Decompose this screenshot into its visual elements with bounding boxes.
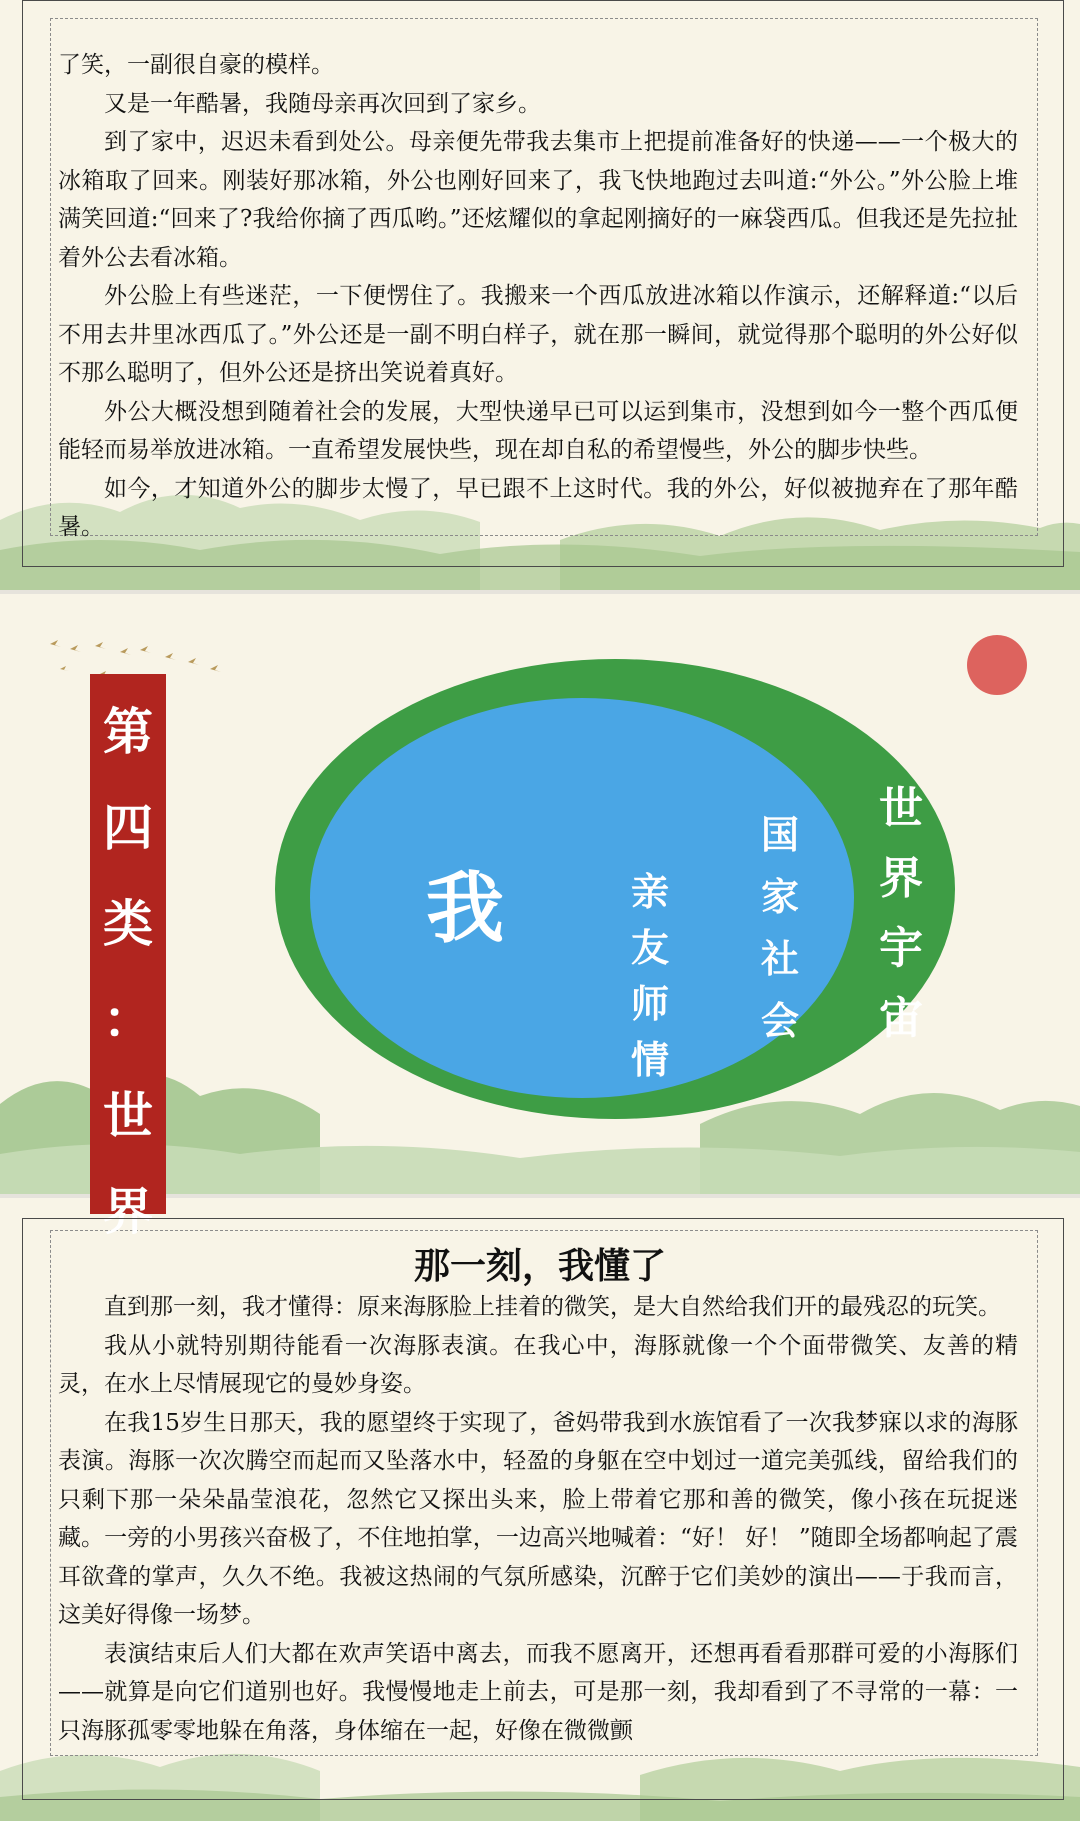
label-char: 界 <box>879 853 923 904</box>
label-char: 会 <box>760 999 799 1043</box>
banner-char: 类 <box>103 895 153 953</box>
label-char: 亲 <box>630 870 669 914</box>
label-char: 友 <box>630 926 669 970</box>
paragraph: 又是一年酷暑，我随母亲再次回到了家乡。 <box>104 90 541 117</box>
family-friends-label <box>625 864 675 1088</box>
banner-char: 世 <box>103 1087 153 1145</box>
label-char: 宇 <box>879 923 923 974</box>
label-char: 师 <box>630 982 669 1026</box>
paragraph: 外公大概没想到随着社会的发展，大型快递早已可以运到集市，没想到如今一整个西瓜便能轻而易举放进冰箱。一直希望发展快些，现在却自私的希望慢些，外公的脚步快些。 <box>58 398 1018 463</box>
nation-society-label <box>755 804 805 1052</box>
essay-slide-dolphin <box>0 1198 1080 1821</box>
center-self-label: 我 <box>425 864 504 954</box>
label-char: 国 <box>760 813 799 857</box>
paragraph: 外公脸上有些迷茫，一下便愣住了。我搬来一个西瓜放进冰箱以作演示，还解释道:“以后不用去井里冰西瓜了。”外公还是一副不明白样子，就在那一瞬间，就觉得那个聪明的外公好似不那么聪明了，但外公还是挤出笑说着真好。 <box>58 283 1018 386</box>
concentric-circle-diagram <box>270 654 960 1124</box>
label-char: 宙 <box>879 993 923 1044</box>
world-universe-label <box>873 774 929 1054</box>
label-char: 社 <box>760 937 799 981</box>
essay-title: 那一刻，我懂了 <box>413 1246 666 1287</box>
banner-char: ： <box>103 991 153 1049</box>
essay-slide-grandpa <box>0 0 1080 590</box>
banner-char: 第 <box>103 703 153 761</box>
essay-body <box>58 1288 1018 1750</box>
red-sun-decoration <box>962 630 1032 700</box>
paragraph: 表演结束后人们大都在欢声笑语中离去，而我不愿离开，还想再看看那群可爱的小海豚们——就算是向它们道别也好。我慢慢地走上前去，可是那一刻，我却看到了不寻常的一幕：一只海豚孤零零地躲在角落，身体缩在一起，好像在微微颤 <box>58 1640 1018 1744</box>
paragraph: 了笑，一副很自豪的模样。 <box>58 52 334 78</box>
paragraph: 直到那一刻，我才懂得：原来海豚脸上挂着的微笑，是大自然给我们开的最残忍的玩笑。 <box>104 1294 1001 1320</box>
banner-char: 界 <box>103 1183 153 1241</box>
label-char: 世 <box>879 783 923 834</box>
essay-body <box>58 46 1018 547</box>
paragraph: 在我15岁生日那天，我的愿望终于实现了，爸妈带我到水族馆看了一次我梦寐以求的海豚表演。海豚一次次腾空而起而又坠落水中，轻盈的身躯在空中划过一道完美弧线，留给我们的只剩下那一朵朵晶莹浪花，忽然它又探出头来，脸上带着它那和善的微笑，像小孩在玩捉迷藏。一旁的小男孩兴奋极了，不住地拍掌，一边高兴地喊着：“好！ 好！ ”随即全场都响起了震耳欲聋的掌声，久久不绝。我被这热闹的气氛所感染，沉醉于它们美妙的演出——于我而言，这美好得像一场梦。 <box>58 1409 1018 1628</box>
paragraph: 到了家中，迟迟未看到处公。母亲便先带我去集市上把提前准备好的快递——一个极大的冰箱取了回来。刚装好那冰箱，外公也刚好回来了，我飞快地跑过去叫道:“外公。”外公脸上堆满笑回道:“回来了?我给你摘了西瓜哟。”还炫耀似的拿起刚摘好的一麻袋西瓜。但我还是先拉扯着外公去看冰箱。 <box>58 129 1018 271</box>
paragraph: 如今，才知道外公的脚步太慢了，早已跟不上这时代。我的外公，好似被抛弃在了那年酷暑。 <box>58 475 1018 540</box>
category-slide-world <box>0 594 1080 1241</box>
label-char: 情 <box>630 1038 669 1082</box>
category-banner <box>90 674 166 1241</box>
label-char: 家 <box>760 875 799 919</box>
banner-char: 四 <box>103 799 153 857</box>
paragraph: 我从小就特别期待能看一次海豚表演。在我心中，海豚就像一个个面带微笑、友善的精灵，在水上尽情展现它的曼妙身姿。 <box>58 1332 1018 1397</box>
